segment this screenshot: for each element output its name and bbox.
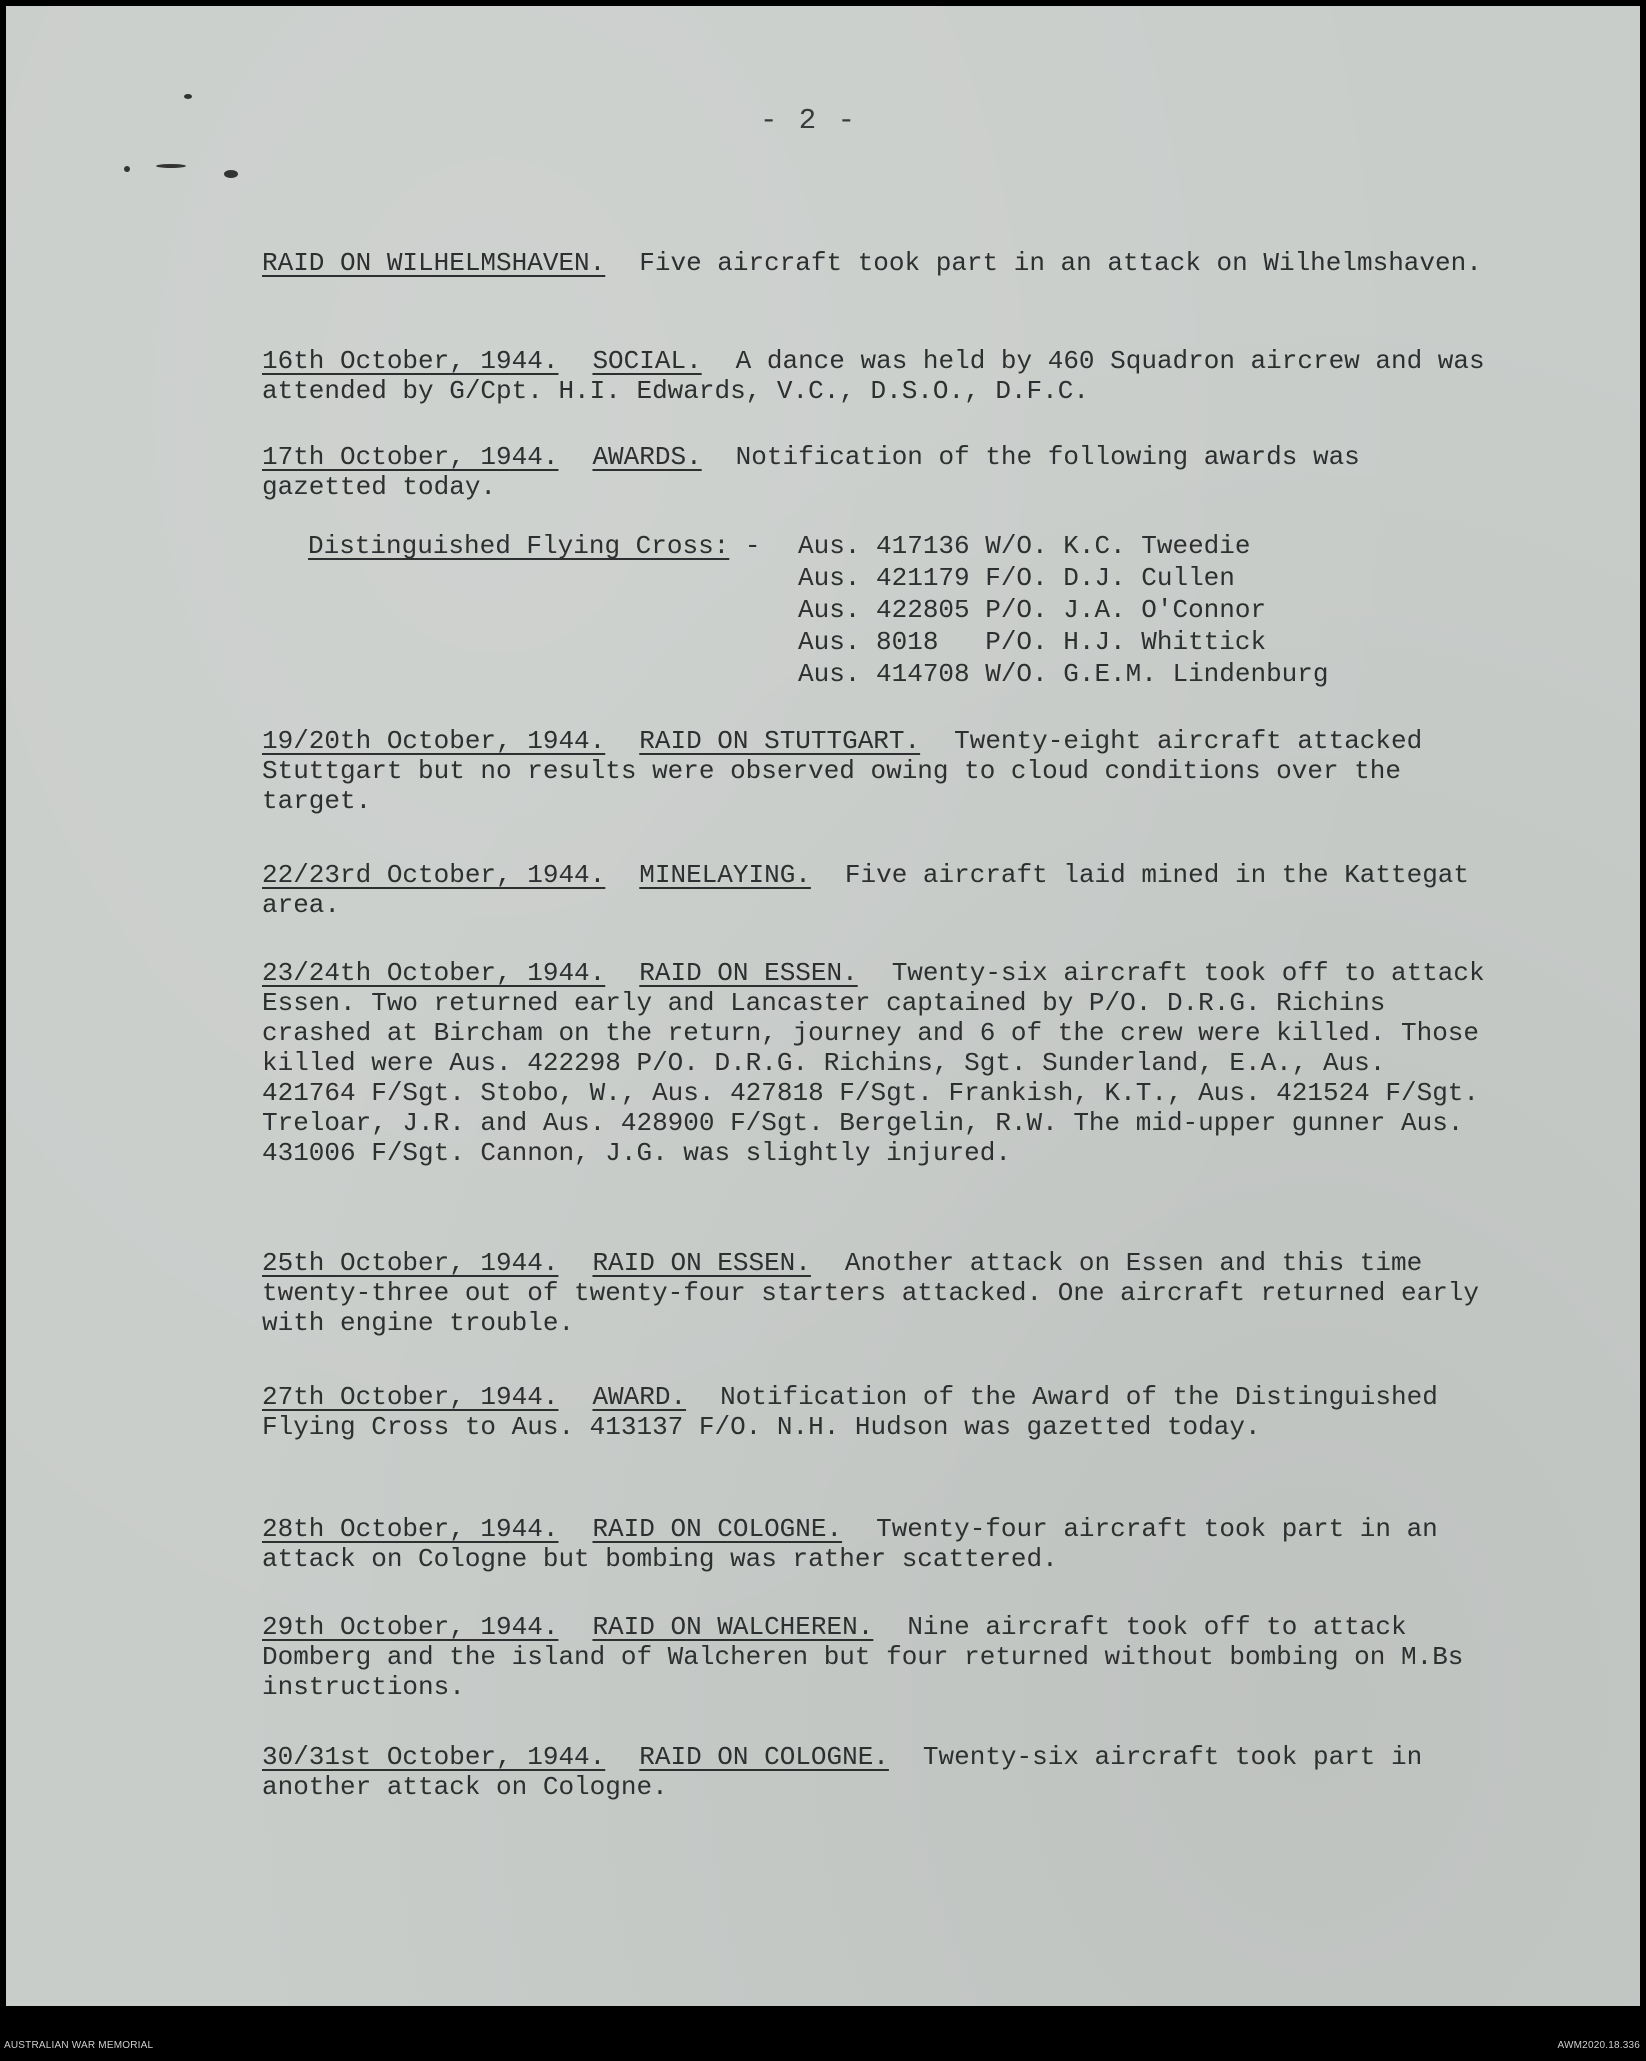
entry-raid-wilhelmshaven [262,248,1492,278]
entry-subheading: RAID ON COLOGNE. [639,1742,889,1772]
entry-heading: 27th October, 1944. [262,1382,559,1412]
entry-minelaying [262,860,1492,920]
page-number: - 2 - [760,104,858,137]
entry-body: Five aircraft took part in an attack on Wilhelmshaven. [639,248,1482,278]
ink-smudge [124,166,130,172]
entry-raid-cologne-2 [262,1742,1492,1802]
entry-heading: 16th October, 1944. [262,346,559,376]
entry-subheading: RAID ON ESSEN. [592,1248,811,1278]
award-dash: - [744,531,761,561]
footer-accession-number: AWM2020.18.336 [1557,2040,1640,2051]
footer-source: AUSTRALIAN WAR MEMORIAL [4,2040,154,2051]
award-recipient: Aus. 8018 P/O. H.J. Whittick [798,627,1267,657]
ink-smudge [156,164,186,168]
award-list [308,530,1329,690]
entry-body: Another attack on Essen and this time twenty-three out of twenty-four starters attacked. One aircraft returned early with engine trouble. [262,1248,1479,1338]
entry-body: Twenty-four aircraft took part in an attack on Cologne but bombing was rather scattered. [262,1514,1438,1574]
entry-body: Twenty-six aircraft took off to attack Essen. Two returned early and Lancaster captained by P/O. D.R.G. Richins crashed at Bircham on the return, journey and 6 of the crew were killed. Those killed were Aus. 422298 P/O. D.R.G. Richins, Sgt. Sunderland, E.A., Aus. 421764 F/Sgt. Stobo, W., Aus. 427818 F/Sgt. Frankish, K.T., Aus. 421524 F/Sgt. Treloar, J.R. and Aus. 428900 F/Sgt. Bergelin, R.W. The mid-upper gunner Aus. 431006 F/Sgt. Cannon, J.G. was slightly injured. [262,958,1485,1168]
entry-subheading: RAID ON ESSEN. [639,958,858,988]
award-row [308,562,1329,594]
entry-body: Twenty-six aircraft took part in another attack on Cologne. [262,1742,1423,1802]
entry-raid-stuttgart [262,726,1492,816]
entry-heading: 29th October, 1944. [262,1612,559,1642]
entry-heading: RAID ON WILHELMSHAVEN. [262,248,606,278]
entry-heading: 23/24th October, 1944. [262,958,606,988]
entry-heading: 30/31st October, 1944. [262,1742,606,1772]
ink-smudge [184,94,192,99]
entry-body: Notification of the Award of the Distinguished Flying Cross to Aus. 413137 F/O. N.H. Hudson was gazetted today. [262,1382,1438,1442]
entry-body: Five aircraft laid mined in the Kattegat area. [262,860,1470,920]
entry-awards [262,442,1492,502]
entry-social [262,346,1492,406]
entry-raid-essen-1 [262,958,1492,1168]
entry-heading: 19/20th October, 1944. [262,726,606,756]
entry-raid-walcheren [262,1612,1492,1702]
award-recipient: Aus. 421179 F/O. D.J. Cullen [798,563,1235,593]
entry-subheading: SOCIAL. [592,346,702,376]
entry-heading: 25th October, 1944. [262,1248,559,1278]
award-recipient: Aus. 414708 W/O. G.E.M. Lindenburg [798,659,1329,689]
entry-heading: 17th October, 1944. [262,442,559,472]
entry-raid-essen-2 [262,1248,1492,1338]
award-row [308,626,1329,658]
entry-subheading: RAID ON STUTTGART. [639,726,921,756]
entry-heading: 28th October, 1944. [262,1514,559,1544]
entry-subheading: RAID ON COLOGNE. [592,1514,843,1544]
entry-heading: 22/23rd October, 1944. [262,860,606,890]
entry-subheading: RAID ON WALCHEREN. [592,1612,874,1642]
award-row [308,530,1329,562]
entry-subheading: AWARD. [592,1382,687,1412]
entry-subheading: MINELAYING. [639,860,811,890]
award-row [308,658,1329,690]
entry-body: Notification of the following awards was gazetted today. [262,442,1360,502]
entry-award [262,1382,1492,1442]
award-recipient: Aus. 417136 W/O. K.C. Tweedie [798,531,1251,561]
entry-body: Twenty-eight aircraft attacked Stuttgart but no results were observed owing to cloud conditions over the target. [262,726,1423,816]
award-label: Distinguished Flying Cross: [308,531,730,561]
award-recipient: Aus. 422805 P/O. J.A. O'Connor [798,595,1267,625]
entry-subheading: AWARDS. [592,442,702,472]
entry-raid-cologne-1 [262,1514,1492,1574]
entry-body: Nine aircraft took off to attack Domberg and the island of Walcheren but four returned without bombing on M.Bs instructions. [262,1612,1464,1702]
ink-smudge [224,170,238,178]
entry-body: A dance was held by 460 Squadron aircrew and was attended by G/Cpt. H.I. Edwards, V.C., D.S.O., D.F.C. [262,346,1485,406]
award-row [308,594,1329,626]
